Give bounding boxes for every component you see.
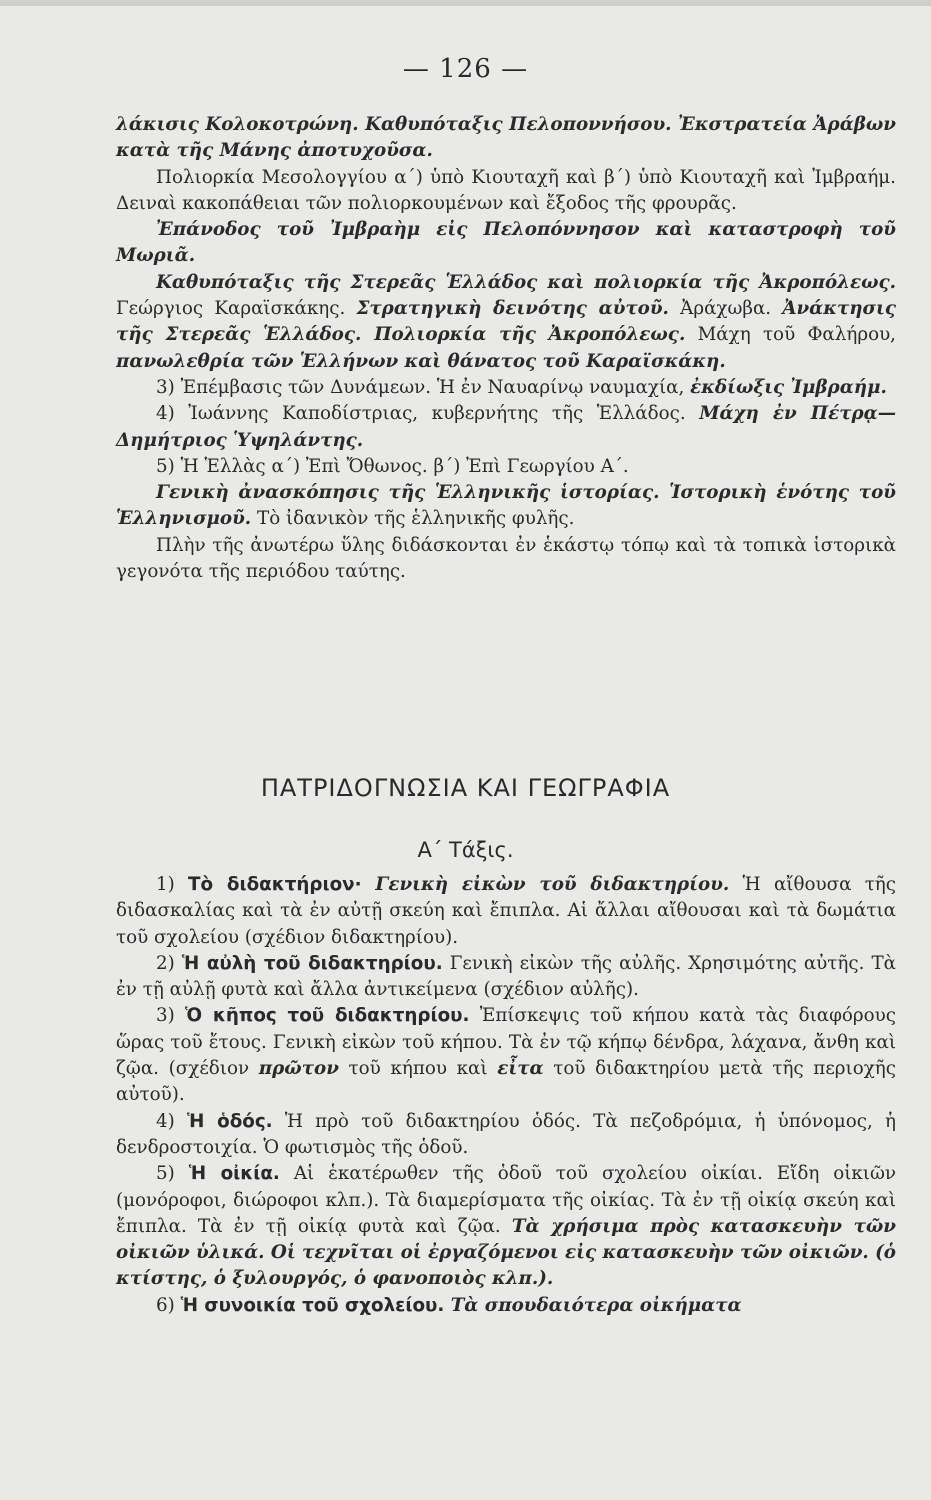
plain-text: τοῦ κήπου καὶ (338, 1058, 498, 1080)
italic-text: Μάχη ἐν Πέτρᾳ—Δημήτριος Ὑψηλάντης. (116, 403, 896, 451)
italic-text: λάκισις Κολοκοτρώνη. Καθυπόταξις Πελοποννήσου. Ἐκστρατεία Ἀράβων κατὰ τῆς Μάνης ἀποτυχοῦσα. (116, 114, 896, 162)
plain-text: 3) Ἐπέμβασις τῶν Δυνάμεων. Ἡ ἐν Ναυαρίνῳ ναυμαχία, (156, 376, 691, 398)
plain-text: Γενικὴ εἰκὼν τῆς αὐλῆς. Χρησιμότης αὐτῆς. Τὰ ἐν τῇ αὐλῇ φυτὰ καὶ ἄλλα ἀντικείμενα (σχέδιον αὐλῆς). (116, 952, 896, 1001)
item-title: Ἡ οἰκία. (188, 1163, 280, 1185)
page-number: — 126 — (402, 54, 529, 84)
geography-text (116, 872, 896, 1319)
plain-text: Τὸ ἰδανικὸν τῆς ἑλληνικῆς φυλῆς. (251, 508, 575, 530)
plain-text: 4) Ἰωάννης Καποδίστριας, κυβερνήτης τῆς Ἑλλάδος. (156, 403, 700, 425)
plain-text: Αἱ ἑκατέρωθεν τῆς ὁδοῦ τοῦ σχολείου οἰκίαι. Εἴδη οἰκιῶν (μονόροφοι, διώροφοι κλπ.). Τὰ διαμερίσματα τῆς οἰκίας. Τὰ ἐν τῇ οἰκίᾳ σκεύη καὶ ἔπιπλα. Τὰ ἐν τῇ οἰκίᾳ φυτὰ καὶ ζῷα. (116, 1163, 897, 1237)
item-4 (116, 1109, 896, 1162)
item-title: Ἡ συνοικία τοῦ σχολείου. (180, 1294, 445, 1316)
history-paragraph-9: Πλὴν τῆς ἀνωτέρω ὕλης διδάσκονται ἐν ἑκάστῳ τόπῳ καὶ τὰ τοπικὰ ἱστορικὰ γεγονότα τῆς περιόδου ταύτης. (116, 534, 896, 583)
italic-text: Γενικὴ εἰκὼν τοῦ διδακτηρίου. (361, 874, 730, 895)
italic-text: Καθυπόταξις τῆς Στερεᾶς Ἑλλάδος καὶ πολιορκία τῆς Ἀκροπόλεως. (156, 271, 896, 293)
italic-text: εἶτα (497, 1058, 544, 1080)
plain-text: Μάχη τοῦ Φαλήρου, (685, 324, 896, 346)
history-text (116, 112, 896, 585)
item-3 (116, 1003, 896, 1108)
italic-text: Γενικὴ ἀνασκόπησις τῆς Ἑλληνικῆς ἱστορίας. Ἱστορικὴ ἑνότης τοῦ Ἑλληνισμοῦ. (116, 482, 896, 530)
plain-text: Ἡ πρὸ τοῦ διδακτηρίου ὁδός. Τὰ πεζοδρόμια, ἡ ὑπόνομος, ἡ δενδροστοιχία. Ὁ φωτισμὸς τῆς ὁδοῦ. (116, 1110, 897, 1158)
italic-text: πρῶτον (258, 1058, 339, 1080)
history-paragraph-4 (116, 270, 896, 375)
item-title: Τὸ διδακτήριον· (188, 874, 362, 895)
history-paragraph-5 (116, 375, 896, 401)
history-paragraph-8 (116, 480, 896, 533)
item-number: 4) (156, 1110, 187, 1132)
plain-text: τοῦ διδακτηρίου μετὰ τῆς περιοχῆς αὐτοῦ). (116, 1058, 896, 1106)
section-heading: ΠΑΤΡΙΔΟΓΝΩΣΙΑ ΚΑΙ ΓΕΩΓΡΑΦΙΑ (260, 774, 671, 802)
class-heading: Α΄ Τάξις. (417, 838, 514, 862)
item-number: 3) (156, 1005, 186, 1027)
item-title: Ἡ ὁδός. (186, 1110, 273, 1132)
italic-text: Στρατηγικὴ δεινότης αὐτοῦ. (356, 298, 669, 320)
history-paragraph-7: 5) Ἡ Ἑλλὰς α΄) Ἐπὶ Ὄθωνος. β΄) Ἐπὶ Γεωργίου Α΄. (156, 455, 629, 477)
item-number: 2) (156, 952, 182, 974)
plain-text: Ἐπίσκεψις τοῦ κήπου κατὰ τὰς διαφόρους ὥρας τοῦ ἔτους. Γενικὴ εἰκὼν τοῦ κήπου. Τὰ ἐν τῷ κήπῳ δένδρα, λάχανα, ἄνθη καὶ ζῷα. (σχέδιον (116, 1005, 897, 1080)
history-paragraph-2: Πολιορκία Μεσολογγίου α΄) ὑπὸ Κιουταχῆ καὶ β΄) ὑπὸ Κιουταχῆ καὶ Ἰμβραήμ. Δειναὶ κακοπάθειαι τῶν πολιορκουμένων καὶ ἔξοδος τῆς φρουρᾶς. (116, 166, 896, 214)
item-6 (116, 1293, 896, 1319)
plain-text: Γεώργιος Καραϊσκάκης. (116, 298, 357, 320)
item-title: Ἡ αὐλὴ τοῦ διδακτηρίου. (181, 952, 443, 974)
item-2 (116, 951, 896, 1004)
italic-text: Τὰ χρήσιμα πρὸς κατασκευὴν τῶν οἰκιῶν ὑλικά. Οἱ τεχνῖται οἱ ἐργαζόμενοι εἰς κατασκευὴν τῶν οἰκιῶν. (ὁ κτίστης, ὁ ξυλουργός, ὁ φανοποιὸς κλπ.). (116, 1215, 896, 1290)
italic-text: Τὰ σπουδαιότερα οἰκήματα (444, 1294, 742, 1316)
italic-text: πανωλεθρία τῶν Ἑλλήνων καὶ θάνατος τοῦ Καραϊσκάκη. (116, 350, 726, 372)
item-5 (116, 1161, 896, 1292)
history-paragraph-6 (116, 401, 896, 454)
history-paragraph-3 (116, 217, 896, 270)
italic-text: ἐκδίωξις Ἰμβραήμ. (690, 376, 887, 398)
item-1 (116, 872, 896, 951)
item-number: 5) (156, 1163, 189, 1185)
item-number: 1) (156, 874, 189, 895)
item-title: Ὁ κῆπος τοῦ διδακτηρίου. (185, 1005, 470, 1027)
italic-text: Ἐπάνοδος τοῦ Ἰμβραὴμ εἰς Πελοπόννησον καὶ καταστροφὴ τοῦ Μωριᾶ. (116, 219, 896, 267)
item-number: 6) (156, 1294, 181, 1316)
plain-text: Ἡ αἴθουσα τῆς διδασκαλίας καὶ τὰ ἐν αὐτῇ σκεύη καὶ ἔπιπλα. Αἱ ἄλλαι αἴθουσαι καὶ τὰ δωμάτια τοῦ σχολείου (σχέδιον διδακτηρίου). (116, 874, 897, 948)
italic-text: Ἀνάκτησις τῆς Στερεᾶς Ἑλλάδος. Πολιορκία τῆς Ἀκροπόλεως. (116, 298, 896, 346)
history-paragraph-1 (116, 112, 896, 165)
plain-text: Ἀράχωβα. (668, 298, 783, 320)
page-top-edge (0, 0, 931, 6)
